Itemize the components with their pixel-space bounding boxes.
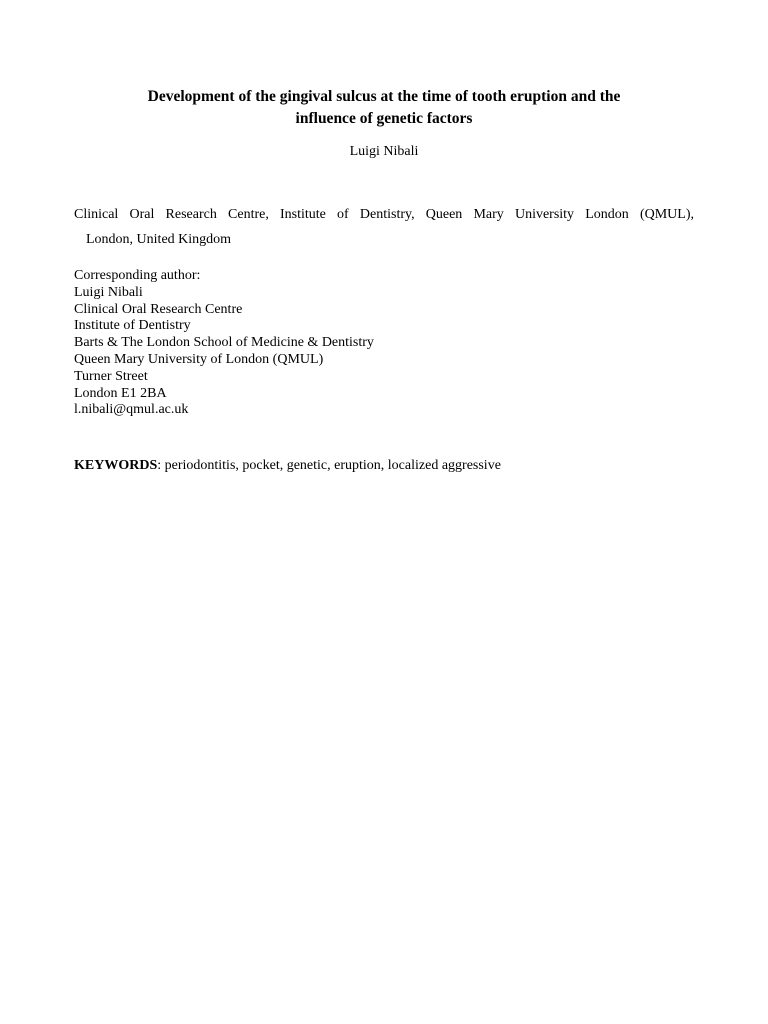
keywords-line xyxy=(74,457,501,475)
corresponding-street: Turner Street xyxy=(74,368,148,384)
paper-title xyxy=(74,86,694,130)
corresponding-institute: Institute of Dentistry xyxy=(74,318,191,334)
corresponding-centre: Clinical Oral Research Centre xyxy=(74,301,243,317)
corresponding-name: Luigi Nibali xyxy=(74,284,143,300)
keywords-label: KEYWORDS xyxy=(74,458,158,473)
corresponding-email: l.nibali@qmul.ac.uk xyxy=(74,402,189,418)
corresponding-city: London E1 2BA xyxy=(74,385,167,401)
corresponding-heading: Corresponding author: xyxy=(74,268,201,283)
title-line-1: Development of the gingival sulcus at the time of tooth eruption and the xyxy=(147,88,621,105)
affiliation-line-2: London, United Kingdom xyxy=(86,232,232,247)
title-line-2: influence of genetic factors xyxy=(295,110,473,127)
affiliation xyxy=(74,206,694,249)
affiliation-line-1: Clinical Oral Research Centre, Institute of Dentistry, Queen Mary University London (QMUL), xyxy=(74,207,694,222)
author-name: Luigi Nibali xyxy=(349,144,419,159)
keywords-text: : periodontitis, pocket, genetic, eruption, localized aggressive xyxy=(157,458,501,473)
corresponding-university: Queen Mary University of London (QMUL) xyxy=(74,351,324,367)
corresponding-school: Barts & The London School of Medicine & Dentistry xyxy=(74,335,374,351)
corresponding-author-block xyxy=(74,268,374,419)
